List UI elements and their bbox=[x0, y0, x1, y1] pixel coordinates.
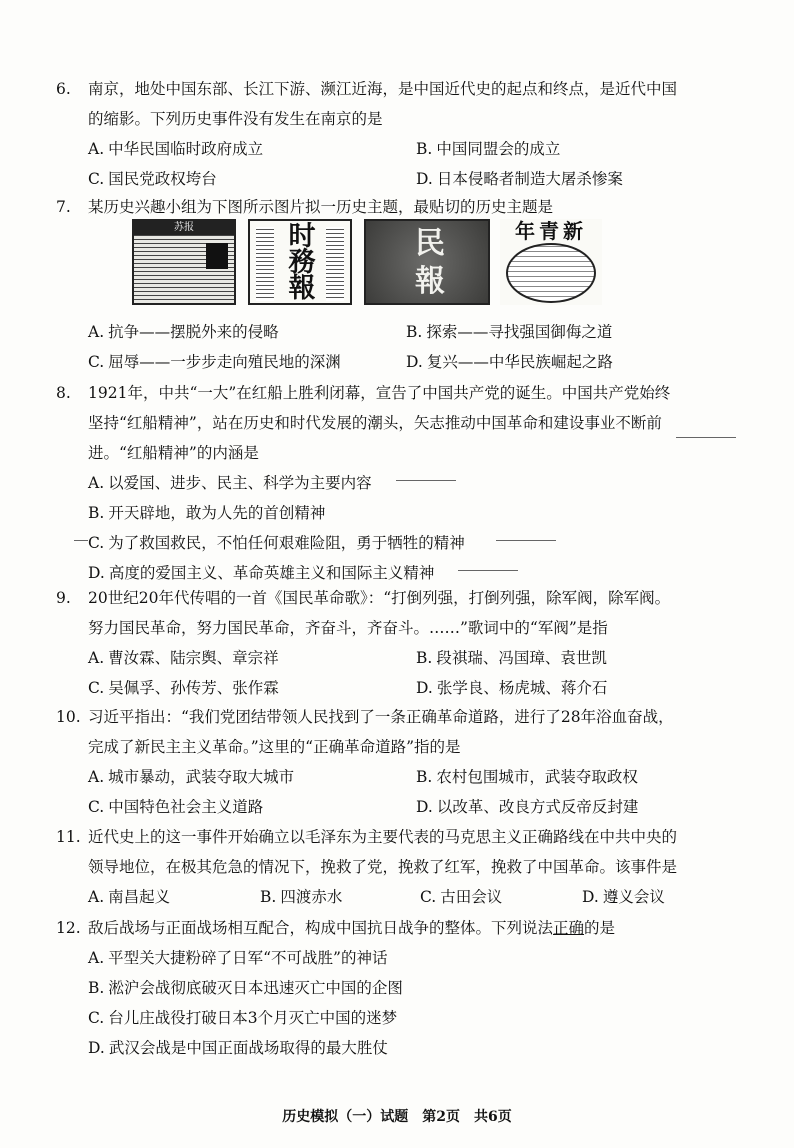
option-a[interactable]: A. 城市暴动，武装夺取大城市 bbox=[88, 768, 295, 786]
option-c[interactable]: C. 吴佩孚、孙传芳、张作霖 bbox=[88, 679, 279, 697]
question-12: 12. 敌后战场与正面战场相互配合，构成中国抗日战争的整体。下列说法正确的是 A. 平型关大捷粉碎了日军“不可战胜”的神话 B. 淞沪会战彻底破灭日本迅速灭亡中国的企图 C. 台儿庄战役打破日本3个月灭亡中国的迷梦 D. 武汉会战是中国正面战场取得的最大胜仗 bbox=[56, 913, 746, 1063]
question-stem: 近代史上的这一事件开始确立以毛泽东为主要代表的马克思主义正确路线在中共中央的 bbox=[88, 828, 678, 846]
newspaper-xin-qingnian: 年青新 bbox=[500, 219, 602, 305]
question-7-options bbox=[56, 317, 746, 377]
scan-artifact bbox=[496, 540, 556, 541]
option-a[interactable]: A. 平型关大捷粉碎了日军“不可战胜”的神话 bbox=[88, 949, 388, 967]
option-c[interactable]: C. 屈辱——一步步走向殖民地的深渊 bbox=[88, 353, 341, 371]
question-stem: 20世纪20年代传唱的一首《国民革命歌》：“打倒列强，打倒列强，除军阀，除军阀。 bbox=[88, 589, 671, 607]
option-b[interactable]: B. 探索——寻找强国御侮之道 bbox=[406, 323, 613, 341]
option-b[interactable]: B. 淞沪会战彻底破灭日本迅速灭亡中国的企图 bbox=[88, 979, 403, 997]
option-c[interactable]: C. 国民党政权垮台 bbox=[88, 170, 217, 188]
option-d[interactable]: D. 遵义会议 bbox=[582, 888, 665, 906]
question-6 bbox=[56, 74, 746, 194]
question-stem: 1921年，中共“一大”在红船上胜利闭幕，宣告了中国共产党的诞生。中国共产党始终 bbox=[88, 384, 671, 402]
scan-artifact bbox=[458, 570, 518, 571]
option-b[interactable]: B. 段祺瑞、冯国璋、袁世凯 bbox=[416, 649, 607, 667]
question-stem-cont: 坚持“红船精神”，站在历史和时代发展的潮头，矢志推动中国革命和建设事业不断前 bbox=[88, 414, 662, 432]
option-d[interactable]: D. 武汉会战是中国正面战场取得的最大胜仗 bbox=[88, 1039, 388, 1057]
question-stem: 某历史兴趣小组为下图所示图片拟一历史主题，最贴切的历史主题是 bbox=[88, 198, 554, 216]
option-c[interactable]: C. 为了救国救民，不怕任何艰难险阻，勇于牺牲的精神 bbox=[88, 534, 465, 552]
option-a[interactable]: A. 曹汝霖、陆宗舆、章宗祥 bbox=[88, 649, 279, 667]
question-stem-cont: 进。“红船精神”的内涵是 bbox=[88, 444, 259, 462]
question-7 bbox=[56, 192, 746, 222]
newspaper-shiwu-bao: 时 務 報 bbox=[248, 219, 352, 305]
option-c[interactable]: C. 中国特色社会主义道路 bbox=[88, 798, 264, 816]
option-d[interactable]: D. 高度的爱国主义、革命英雄主义和国际主义精神 bbox=[88, 564, 435, 582]
option-d[interactable]: D. 张学良、杨虎城、蒋介石 bbox=[416, 679, 608, 697]
option-d[interactable]: D. 以改革、改良方式反帝反封建 bbox=[416, 798, 639, 816]
question-number: 12. bbox=[56, 919, 81, 937]
question-10 bbox=[56, 702, 746, 822]
option-c[interactable]: C. 古田会议 bbox=[420, 888, 503, 906]
option-d[interactable]: D. 复兴——中华民族崛起之路 bbox=[406, 353, 613, 371]
question-number: 10. bbox=[56, 708, 81, 726]
question-number: 11. bbox=[56, 828, 81, 846]
option-c[interactable]: C. 台儿庄战役打破日本3个月灭亡中国的迷梦 bbox=[88, 1009, 398, 1027]
option-b[interactable]: B. 开天辟地，敢为人先的首创精神 bbox=[88, 504, 326, 522]
question-8 bbox=[56, 378, 746, 588]
option-a[interactable]: A. 抗争——摆脱外来的侵略 bbox=[88, 323, 279, 341]
question-number: 8. bbox=[56, 384, 71, 402]
newspaper-su-bao: 苏报 bbox=[132, 219, 236, 305]
option-d[interactable]: D. 日本侵略者制造大屠杀惨案 bbox=[416, 170, 623, 188]
option-a[interactable]: A. 以爱国、进步、民主、科学为主要内容 bbox=[88, 474, 372, 492]
question-number: 9. bbox=[56, 589, 71, 607]
question-number: 6. bbox=[56, 80, 71, 98]
question-stem-cont: 的缩影。下列历史事件没有发生在南京的是 bbox=[88, 110, 383, 128]
scan-artifact bbox=[396, 480, 456, 481]
question-stem-cont: 努力国民革命，努力国民革命，齐奋斗，齐奋斗。……”歌词中的“军阀”是指 bbox=[88, 619, 608, 637]
question-11 bbox=[56, 822, 746, 912]
option-b[interactable]: B. 农村包围城市，武装夺取政权 bbox=[416, 768, 638, 786]
newspaper-min-bao: 民 報 bbox=[364, 219, 490, 305]
option-b[interactable]: B. 四渡赤水 bbox=[260, 888, 343, 906]
emphasis-correct: 正确 bbox=[553, 919, 585, 937]
scan-artifact bbox=[676, 437, 736, 438]
question-stem-cont: 完成了新民主主义革命。”这里的“正确革命道路”指的是 bbox=[88, 738, 461, 756]
question-number: 7. bbox=[56, 198, 71, 216]
page-footer: 历史模拟（一）试题 第2页 共6页 bbox=[282, 1109, 512, 1125]
question-stem: 南京，地处中国东部、长江下游、濒江近海，是中国近代史的起点和终点，是近代中国 bbox=[88, 80, 678, 98]
option-a[interactable]: A. 南昌起义 bbox=[88, 888, 171, 906]
option-b[interactable]: B. 中国同盟会的成立 bbox=[416, 140, 561, 158]
question-stem-cont: 领导地位，在极其危急的情况下，挽救了党，挽救了红军，挽救了中国革命。该事件是 bbox=[88, 858, 678, 876]
option-a[interactable]: A. 中华民国临时政府成立 bbox=[88, 140, 264, 158]
question-9 bbox=[56, 583, 746, 703]
question-stem: 习近平指出：“我们党团结带领人民找到了一条正确革命道路，进行了28年浴血奋战， bbox=[88, 708, 674, 726]
question-stem: 敌后战场与正面战场相互配合，构成中国抗日战争的整体。下列说法 bbox=[88, 919, 554, 937]
scan-artifact bbox=[74, 540, 88, 541]
